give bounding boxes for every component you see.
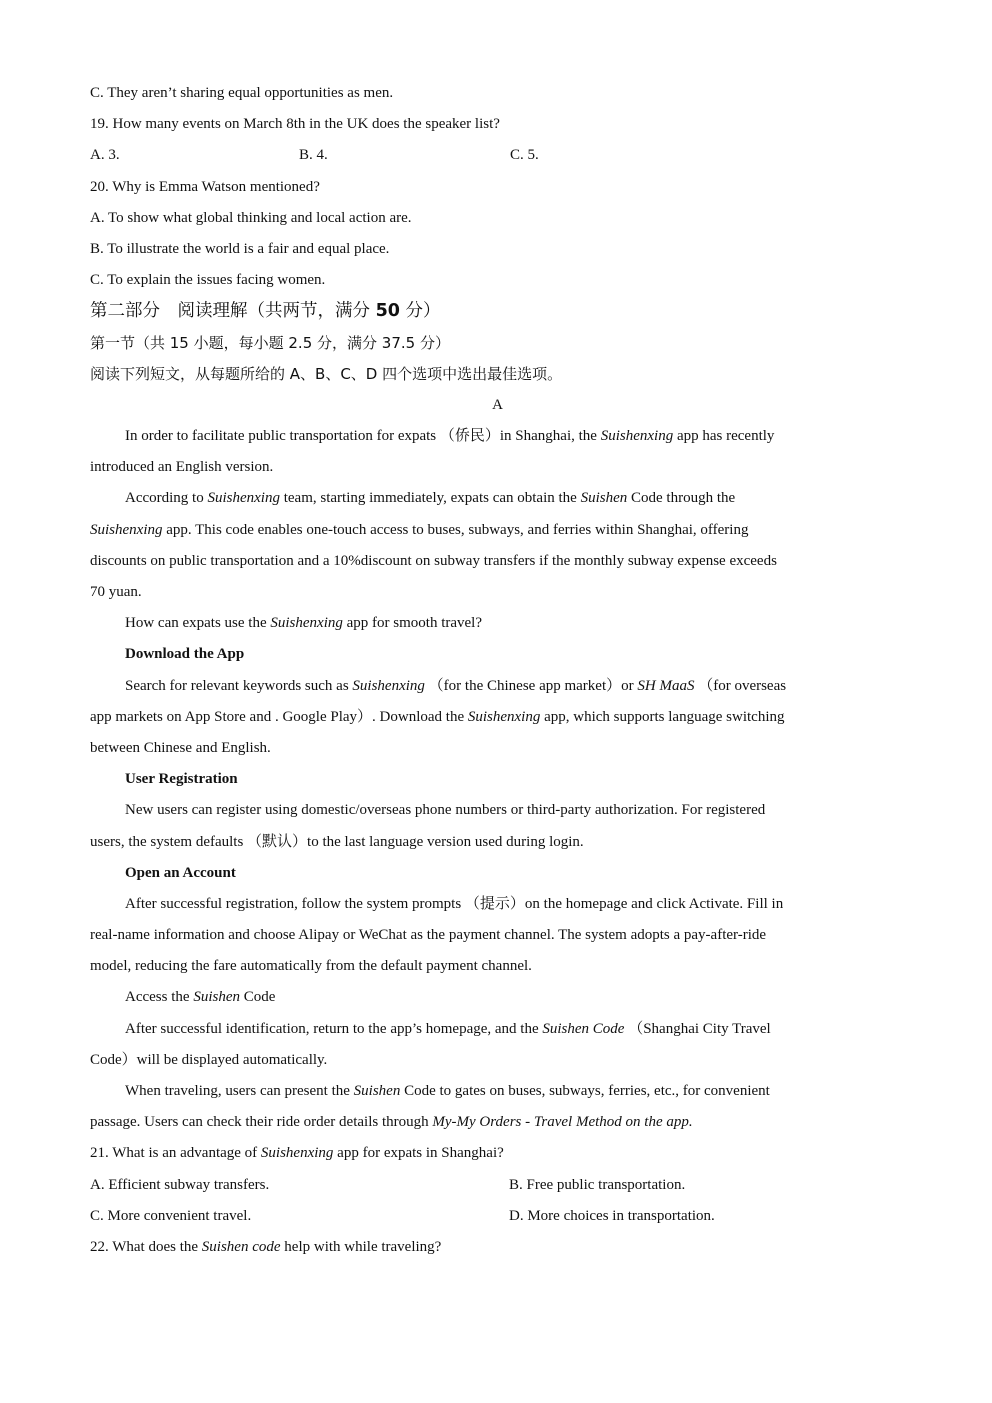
app-name: Suishenxing: [467, 708, 541, 725]
passage-p8-line1: [90, 1076, 905, 1107]
q19-option-a: A. 3.: [90, 147, 120, 164]
text-run: When traveling, users can present the: [125, 1083, 354, 1099]
q20-stem: 20. Why is Emma Watson mentioned?: [90, 178, 320, 195]
part2-title: [90, 296, 905, 327]
text-run: passage. Users can check their ride order details through: [90, 1114, 433, 1131]
heading-access-code: [90, 982, 905, 1013]
passage-p2-line1: [90, 483, 905, 514]
heading-download-app: Download the App: [125, 646, 245, 663]
passage-p4-line2: [90, 702, 905, 733]
text-run: 22. What does the: [90, 1238, 202, 1255]
q19-options: [90, 140, 905, 171]
code-name: Suishen code: [201, 1238, 281, 1255]
app-name: Suishenxing: [600, 428, 674, 445]
passage-p7-line1: [90, 1014, 905, 1045]
passage-p5-line2: users, the system defaults （默认）to the last language version used during login.: [90, 833, 584, 850]
passage-p2-line3: discounts on public transportation and a 10%discount on subway transfers if the monthly subway expense exceeds: [90, 552, 777, 569]
text-run: app markets on App Store and . Google Play）. Download the: [90, 708, 468, 725]
text-run: Code through the: [627, 490, 736, 507]
app-name: Suishenxing: [207, 490, 280, 507]
text-run: app for smooth travel?: [342, 615, 482, 632]
menu-path: My-My Orders - Travel Method on the app.: [432, 1114, 693, 1131]
code-name: Suishen: [580, 490, 628, 507]
text-run: help with while traveling?: [280, 1238, 442, 1255]
passage-p2-line4: 70 yuan.: [90, 584, 142, 600]
text-run: 21. What is an advantage of: [90, 1145, 261, 1162]
part2-title-pre: 第二部分 阅读理解（共两节，满分: [90, 301, 376, 322]
passage-p1-line2: introduced an English version.: [90, 459, 274, 476]
code-name: Suishen Code: [542, 1020, 625, 1037]
q19-stem: 19. How many events on March 8th in the UK does the speaker list?: [90, 116, 500, 133]
q21-stem: [90, 1138, 905, 1169]
part2-title-score: 50: [375, 301, 400, 322]
text-run: Code to gates on buses, subways, ferries, etc., for convenient: [400, 1083, 770, 1099]
q19-option-b: B. 4.: [299, 147, 328, 164]
text-run: app has recently: [673, 428, 775, 445]
part2-title-post: 分）: [399, 301, 441, 322]
q20-option-c: C. To explain the issues facing women.: [90, 272, 326, 289]
q19-option-c: C. 5.: [510, 147, 539, 164]
text-run: app. This code enables one-touch access to buses, subways, and ferries within Shanghai, offering: [162, 521, 749, 538]
code-name: Suishen: [353, 1083, 401, 1099]
q21-options-row2: [90, 1201, 905, 1232]
passage-p3: [90, 608, 905, 639]
passage-p1-line1: [90, 421, 905, 452]
text-run: Code: [239, 989, 276, 1006]
exam-page: [90, 78, 905, 1263]
text-run: （for overseas: [694, 677, 787, 694]
heading-user-registration: User Registration: [125, 771, 238, 788]
q21-option-b: B. Free public transportation.: [509, 1176, 686, 1193]
text-run: How can expats use the: [125, 615, 271, 632]
text-run: Access the: [125, 989, 194, 1006]
text-run: team, starting immediately, expats can obtain the: [279, 490, 581, 507]
q18-option-c: C. They aren’t sharing equal opportunities as men.: [90, 85, 394, 101]
text-run: app, which supports language switching: [540, 708, 785, 725]
passage-p4-line1: [90, 671, 905, 702]
passage-p2-line2: [90, 515, 905, 546]
passage-p8-line2: [90, 1107, 905, 1138]
q21-option-c: C. More convenient travel.: [90, 1207, 252, 1224]
q21-options-row1: [90, 1170, 905, 1201]
passage-label: A: [492, 396, 503, 413]
passage-p6-line1: After successful registration, follow the system prompts （提示）on the homepage and click Activate. Fill in: [125, 895, 784, 912]
passage-p7-line2: Code）will be displayed automatically.: [90, 1051, 328, 1068]
app-name: Suishenxing: [90, 521, 163, 538]
text-run: Search for relevant keywords such as: [125, 677, 353, 694]
app-name-overseas: SH MaaS: [637, 677, 695, 694]
app-name: Suishenxing: [260, 1145, 334, 1162]
passage-p6-line3: model, reducing the fare automatically from the default payment channel.: [90, 958, 532, 975]
passage-p6-line2: real-name information and choose Alipay or WeChat as the payment channel. The system adopts a pay-after-ride: [90, 927, 767, 944]
passage-p4-line3: between Chinese and English.: [90, 739, 271, 756]
q21-option-a: A. Efficient subway transfers.: [90, 1176, 270, 1193]
code-name: Suishen: [193, 989, 240, 1006]
text-run: （for the Chinese app market）or: [424, 677, 638, 694]
q20-option-b: B. To illustrate the world is a fair and equal place.: [90, 240, 390, 257]
passage-p5-line1: New users can register using domestic/overseas phone numbers or third-party authorization. For registered: [125, 802, 766, 819]
q20-option-a: A. To show what global thinking and local action are.: [90, 209, 412, 226]
text-run: app for expats in Shanghai?: [333, 1145, 504, 1162]
text-run: According to: [125, 490, 208, 507]
section1-heading: 第一节（共 15 小题，每小题 2.5 分，满分 37.5 分）: [90, 333, 450, 352]
section1-instruction: 阅读下列短文，从每题所给的 A、B、C、D 四个选项中选出最佳选项。: [90, 364, 563, 383]
app-name: Suishenxing: [352, 677, 425, 694]
heading-open-account: Open an Account: [125, 864, 236, 881]
text-run: （Shanghai City Travel: [624, 1020, 771, 1037]
app-name: Suishenxing: [270, 615, 343, 632]
text-run: After successful identification, return to the app’s homepage, and the: [125, 1020, 543, 1037]
text-run: In order to facilitate public transportation for expats （侨民）in Shanghai, the: [125, 428, 601, 445]
q22-stem: [90, 1232, 905, 1263]
q21-option-d: D. More choices in transportation.: [509, 1207, 715, 1224]
